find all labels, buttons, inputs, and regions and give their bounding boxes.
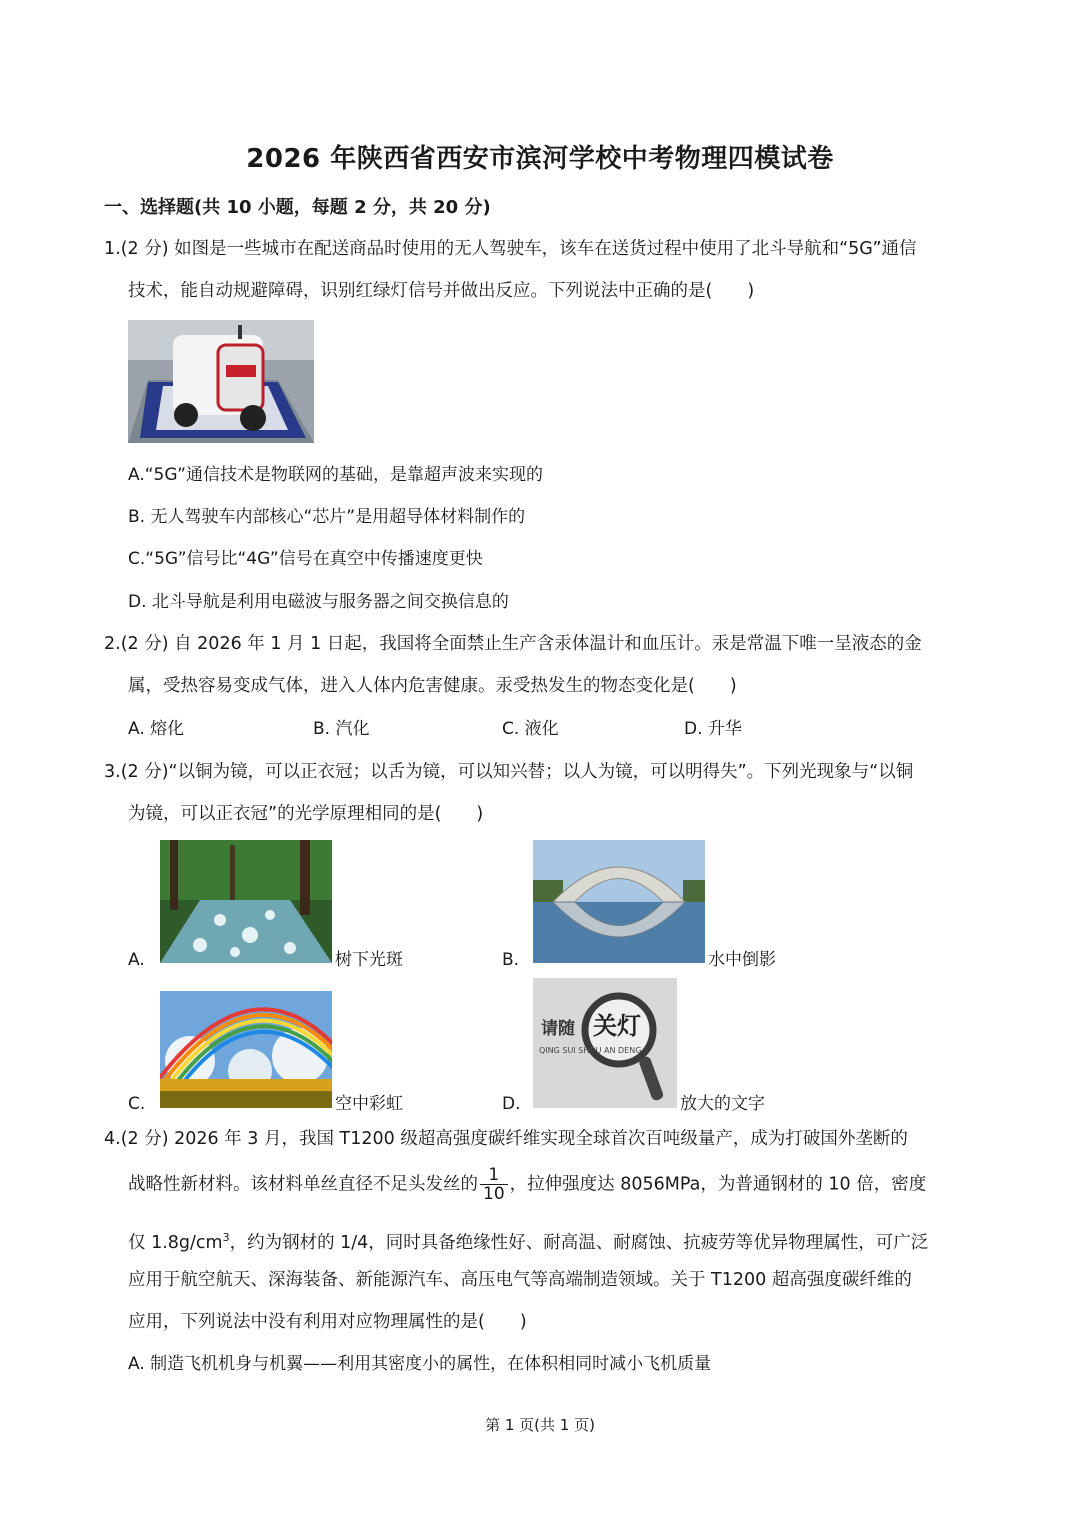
superscript: 3 — [222, 1231, 230, 1244]
rainbow-image — [160, 991, 332, 1108]
q3-option-b-text[interactable]: 水中倒影 — [708, 950, 776, 970]
section-heading: 一、选择题(共 10 小题，每题 2 分，共 20 分) — [104, 197, 491, 218]
magnifier-image — [533, 978, 677, 1108]
q3-stem-line1: 3.(2 分)“以铜为镜，可以正衣冠；以舌为镜，可以知兴替；以人为镜，可以明得失”。下列光现象与“以铜 — [104, 762, 914, 782]
q3-option-b-label[interactable]: B. — [502, 950, 520, 970]
q4-stem-line3 — [128, 1226, 928, 1255]
q4-line2-prefix: 战略性新材料。该材料单丝直径不足头发丝的 — [128, 1174, 478, 1195]
q3-stem-line2: 为镜，可以正衣冠”的光学原理相同的是( ) — [128, 804, 484, 824]
q4-option-a[interactable]: A. 制造飞机机身与机翼——利用其密度小的属性，在体积相同时减小飞机质量 — [128, 1354, 712, 1374]
q1-stem-line2: 技术，能自动规避障碍，识别红绿灯信号并做出反应。下列说法中正确的是( ) — [128, 281, 755, 301]
sign-text-pinyin: QING SUI SHOU AN DENG — [539, 1046, 642, 1055]
q4-line3-prefix: 仅 1.8g/cm — [128, 1232, 223, 1253]
fraction-denominator: 10 — [483, 1184, 505, 1204]
sign-text-small: 请随 — [541, 1019, 575, 1039]
q3-option-d-label[interactable]: D. — [502, 1094, 521, 1114]
q1-option-a[interactable]: A.“5G”通信技术是物联网的基础，是靠超声波来实现的 — [128, 465, 543, 485]
page-footer: 第 1 页(共 1 页) — [485, 1416, 595, 1434]
q4-stem-line1: 4.(2 分) 2026 年 3 月，我国 T1200 级超高强度碳纤维实现全球首次百吨级量产，成为打破国外垄断的 — [104, 1129, 908, 1149]
sign-text-magnified: 关灯 — [593, 1012, 641, 1040]
q4-line2-suffix: ，拉伸强度达 8056MPa，为普通钢材的 10 倍，密度 — [509, 1174, 927, 1195]
page-title: 2026 年陕西省西安市滨河学校中考物理四模试卷 — [246, 144, 834, 174]
q3-option-c-text[interactable]: 空中彩虹 — [335, 1094, 403, 1114]
q4-stem-line5: 应用，下列说法中没有利用对应物理属性的是( ) — [128, 1312, 527, 1332]
q3-option-a-label[interactable]: A. — [128, 950, 145, 970]
q2-option-c[interactable]: C. 液化 — [502, 719, 559, 739]
forest-light-spots-image — [160, 840, 332, 963]
q2-option-b[interactable]: B. 汽化 — [313, 719, 370, 739]
bridge-reflection-image — [533, 840, 705, 963]
q1-option-c[interactable]: C.“5G”信号比“4G”信号在真空中传播速度更快 — [128, 549, 483, 569]
q3-option-a-text[interactable]: 树下光斑 — [335, 950, 403, 970]
q2-stem-line1: 2.(2 分) 自 2026 年 1 月 1 日起，我国将全面禁止生产含汞体温计和血压计。汞是常温下唯一呈液态的金 — [104, 634, 922, 654]
q4-line3-suffix: ，约为钢材的 1/4，同时具备绝缘性好、耐高温、耐腐蚀、抗疲劳等优异物理属性，可广泛 — [229, 1232, 929, 1253]
fraction — [480, 1166, 508, 1203]
fraction-numerator: 1 — [480, 1166, 508, 1185]
q1-stem-line1: 1.(2 分) 如图是一些城市在配送商品时使用的无人驾驶车，该车在送货过程中使用了北斗导航和“5G”通信 — [104, 239, 917, 259]
q3-option-c-label[interactable]: C. — [128, 1094, 146, 1114]
q1-option-d[interactable]: D. 北斗导航是利用电磁波与服务器之间交换信息的 — [128, 592, 509, 612]
q2-option-d[interactable]: D. 升华 — [684, 719, 742, 739]
q4-stem-line4: 应用于航空航天、深海装备、新能源汽车、高压电气等高端制造领域。关于 T1200 超高强度碳纤维的 — [128, 1270, 912, 1290]
q1-option-b[interactable]: B. 无人驾驶车内部核心“芯片”是用超导体材料制作的 — [128, 507, 526, 527]
q4-stem-line2 — [128, 1166, 926, 1203]
delivery-vehicle-image — [128, 320, 314, 443]
q3-option-d-text[interactable]: 放大的文字 — [680, 1094, 765, 1114]
q2-stem-line2: 属，受热容易变成气体，进入人体内危害健康。汞受热发生的物态变化是( ) — [128, 676, 737, 696]
q2-option-a[interactable]: A. 熔化 — [128, 719, 185, 739]
